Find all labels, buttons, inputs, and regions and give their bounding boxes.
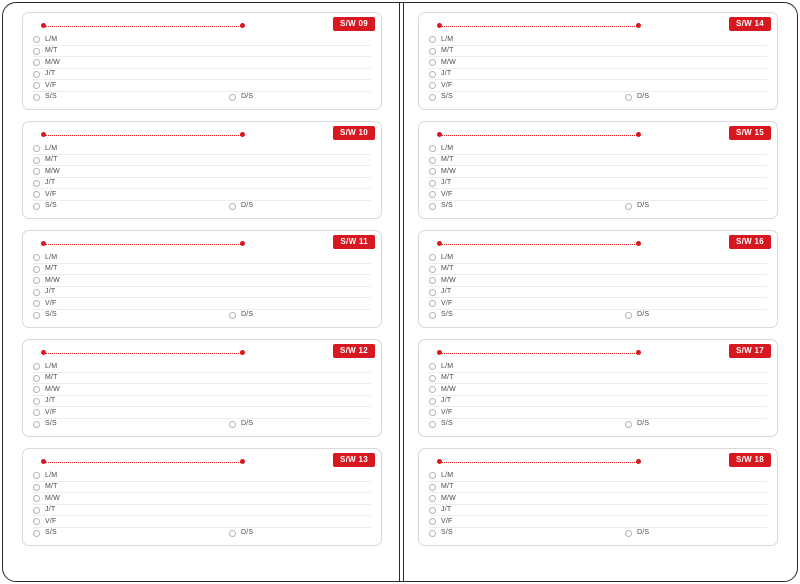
day-checkbox[interactable] bbox=[429, 421, 436, 428]
day-label: M/W bbox=[45, 385, 60, 393]
day-label: L/M bbox=[45, 144, 58, 152]
sunday-group[interactable] bbox=[229, 311, 253, 319]
day-label-sunday: D/S bbox=[241, 420, 254, 428]
day-label: S/S bbox=[441, 529, 453, 537]
day-label: J/T bbox=[441, 288, 452, 296]
day-row-weekend[interactable] bbox=[33, 201, 371, 213]
week-header-line bbox=[429, 131, 767, 140]
day-checkbox[interactable] bbox=[33, 386, 40, 393]
day-rows bbox=[429, 143, 767, 212]
day-checkbox[interactable] bbox=[429, 363, 436, 370]
day-label: M/T bbox=[45, 47, 58, 55]
day-row[interactable] bbox=[429, 396, 767, 408]
day-label: M/T bbox=[45, 374, 58, 382]
day-label-sunday: D/S bbox=[241, 202, 254, 210]
week-header-line bbox=[429, 22, 767, 31]
week-card[interactable] bbox=[22, 230, 382, 328]
day-checkbox-sunday[interactable] bbox=[625, 94, 632, 101]
day-label-sunday: D/S bbox=[241, 529, 254, 537]
day-checkbox-sunday[interactable] bbox=[229, 203, 236, 210]
day-checkbox[interactable] bbox=[33, 375, 40, 382]
dotted-rule bbox=[45, 353, 241, 354]
day-checkbox[interactable] bbox=[33, 421, 40, 428]
dot-marker-right-icon bbox=[240, 459, 245, 464]
day-row[interactable] bbox=[429, 264, 767, 276]
day-label: M/T bbox=[441, 265, 454, 273]
day-checkbox[interactable] bbox=[429, 71, 436, 78]
day-checkbox[interactable] bbox=[33, 495, 40, 502]
day-checkbox-sunday[interactable] bbox=[229, 94, 236, 101]
day-label: S/S bbox=[441, 202, 453, 210]
day-label: M/T bbox=[441, 483, 454, 491]
day-label: J/T bbox=[441, 397, 452, 405]
day-label-sunday: D/S bbox=[637, 311, 650, 319]
day-row[interactable] bbox=[429, 143, 767, 155]
day-checkbox[interactable] bbox=[429, 507, 436, 514]
day-row[interactable] bbox=[429, 46, 767, 58]
day-checkbox[interactable] bbox=[33, 484, 40, 491]
day-checkbox[interactable] bbox=[33, 289, 40, 296]
day-checkbox[interactable] bbox=[33, 266, 40, 273]
day-row[interactable] bbox=[429, 470, 767, 482]
sunday-group[interactable] bbox=[229, 202, 253, 210]
day-checkbox[interactable] bbox=[33, 312, 40, 319]
day-row[interactable] bbox=[33, 361, 371, 373]
day-row[interactable] bbox=[33, 407, 371, 419]
dot-marker-right-icon bbox=[636, 132, 641, 137]
day-checkbox[interactable] bbox=[33, 145, 40, 152]
day-row[interactable] bbox=[429, 34, 767, 46]
day-label: M/W bbox=[45, 494, 60, 502]
day-rows bbox=[429, 34, 767, 103]
day-row[interactable] bbox=[33, 34, 371, 46]
sunday-group[interactable] bbox=[625, 420, 649, 428]
day-label: L/M bbox=[45, 471, 58, 479]
day-row[interactable] bbox=[429, 69, 767, 81]
day-row[interactable] bbox=[429, 373, 767, 385]
day-checkbox[interactable] bbox=[429, 495, 436, 502]
day-label: V/F bbox=[45, 517, 57, 525]
day-label: V/F bbox=[45, 408, 57, 416]
dotted-rule bbox=[441, 26, 637, 27]
day-checkbox[interactable] bbox=[429, 277, 436, 284]
day-label: J/T bbox=[441, 179, 452, 187]
day-label: J/T bbox=[45, 506, 56, 514]
day-checkbox-sunday[interactable] bbox=[625, 530, 632, 537]
day-checkbox[interactable] bbox=[33, 203, 40, 210]
week-header-line bbox=[33, 240, 371, 249]
dot-marker-right-icon bbox=[240, 241, 245, 246]
sunday-group[interactable] bbox=[625, 529, 649, 537]
day-checkbox[interactable] bbox=[429, 375, 436, 382]
day-row[interactable] bbox=[429, 361, 767, 373]
dotted-rule bbox=[45, 26, 241, 27]
day-row[interactable] bbox=[33, 516, 371, 528]
day-row[interactable] bbox=[429, 80, 767, 92]
day-label: L/M bbox=[441, 471, 454, 479]
day-row-weekend[interactable] bbox=[429, 310, 767, 322]
day-row[interactable] bbox=[33, 470, 371, 482]
day-row[interactable] bbox=[33, 396, 371, 408]
week-card[interactable] bbox=[22, 12, 382, 110]
day-row[interactable] bbox=[33, 69, 371, 81]
day-checkbox[interactable] bbox=[429, 191, 436, 198]
day-checkbox[interactable] bbox=[429, 484, 436, 491]
sunday-group[interactable] bbox=[229, 529, 253, 537]
sunday-group[interactable] bbox=[229, 420, 253, 428]
day-label: V/F bbox=[441, 517, 453, 525]
day-checkbox[interactable] bbox=[33, 59, 40, 66]
day-row-weekend[interactable] bbox=[33, 419, 371, 431]
day-checkbox[interactable] bbox=[429, 386, 436, 393]
week-header-line bbox=[33, 131, 371, 140]
day-label: L/M bbox=[45, 362, 58, 370]
day-label: V/F bbox=[441, 299, 453, 307]
day-row[interactable] bbox=[429, 252, 767, 264]
day-row[interactable] bbox=[429, 189, 767, 201]
day-row[interactable] bbox=[429, 482, 767, 494]
day-label-sunday: D/S bbox=[637, 93, 650, 101]
sunday-group[interactable] bbox=[625, 311, 649, 319]
dot-marker-right-icon bbox=[636, 350, 641, 355]
day-row[interactable] bbox=[429, 166, 767, 178]
day-row-weekend[interactable] bbox=[33, 92, 371, 104]
week-number-badge: S/W 17 bbox=[729, 344, 771, 358]
day-label: V/F bbox=[45, 190, 57, 198]
week-header-line bbox=[33, 458, 371, 467]
day-label: M/T bbox=[45, 483, 58, 491]
day-row[interactable] bbox=[429, 407, 767, 419]
week-card[interactable] bbox=[418, 448, 778, 546]
day-label: M/W bbox=[45, 58, 60, 66]
week-card[interactable] bbox=[418, 12, 778, 110]
day-label: V/F bbox=[441, 81, 453, 89]
day-checkbox-sunday[interactable] bbox=[229, 530, 236, 537]
day-label: M/W bbox=[441, 276, 456, 284]
day-checkbox[interactable] bbox=[429, 48, 436, 55]
dotted-rule bbox=[441, 135, 637, 136]
day-label: S/S bbox=[441, 93, 453, 101]
day-row[interactable] bbox=[33, 166, 371, 178]
day-row[interactable] bbox=[429, 298, 767, 310]
day-checkbox[interactable] bbox=[429, 94, 436, 101]
day-row[interactable] bbox=[33, 482, 371, 494]
day-label: L/M bbox=[441, 35, 454, 43]
day-label: S/S bbox=[45, 202, 57, 210]
day-label: L/M bbox=[441, 253, 454, 261]
day-label-sunday: D/S bbox=[637, 420, 650, 428]
day-rows bbox=[33, 470, 371, 539]
day-label: J/T bbox=[45, 288, 56, 296]
day-row[interactable] bbox=[33, 493, 371, 505]
week-card[interactable] bbox=[22, 339, 382, 437]
dot-marker-right-icon bbox=[240, 23, 245, 28]
day-checkbox[interactable] bbox=[429, 409, 436, 416]
day-checkbox[interactable] bbox=[33, 507, 40, 514]
day-checkbox[interactable] bbox=[33, 254, 40, 261]
day-label: J/T bbox=[45, 70, 56, 78]
day-row-weekend[interactable] bbox=[429, 528, 767, 540]
day-rows bbox=[33, 34, 371, 103]
day-checkbox[interactable] bbox=[429, 157, 436, 164]
day-row[interactable] bbox=[33, 57, 371, 69]
week-number-badge: S/W 13 bbox=[333, 453, 375, 467]
week-number-badge: S/W 09 bbox=[333, 17, 375, 31]
dotted-rule bbox=[441, 244, 637, 245]
week-number-badge: S/W 10 bbox=[333, 126, 375, 140]
week-header-line bbox=[33, 349, 371, 358]
week-number-badge: S/W 16 bbox=[729, 235, 771, 249]
day-checkbox[interactable] bbox=[33, 472, 40, 479]
day-checkbox[interactable] bbox=[429, 518, 436, 525]
week-header-line bbox=[429, 458, 767, 467]
day-checkbox[interactable] bbox=[33, 168, 40, 175]
day-label: V/F bbox=[441, 408, 453, 416]
day-row[interactable] bbox=[429, 275, 767, 287]
day-checkbox[interactable] bbox=[33, 191, 40, 198]
day-rows bbox=[33, 361, 371, 430]
day-label-sunday: D/S bbox=[637, 202, 650, 210]
day-checkbox[interactable] bbox=[429, 530, 436, 537]
day-row[interactable] bbox=[33, 287, 371, 299]
day-label: J/T bbox=[441, 506, 452, 514]
day-row[interactable] bbox=[33, 189, 371, 201]
day-rows bbox=[33, 143, 371, 212]
day-label: L/M bbox=[441, 362, 454, 370]
dot-marker-right-icon bbox=[636, 459, 641, 464]
day-label: J/T bbox=[441, 70, 452, 78]
day-label: V/F bbox=[441, 190, 453, 198]
day-checkbox[interactable] bbox=[33, 36, 40, 43]
day-checkbox[interactable] bbox=[429, 145, 436, 152]
day-label: L/M bbox=[45, 35, 58, 43]
day-row[interactable] bbox=[33, 252, 371, 264]
day-row-weekend[interactable] bbox=[33, 528, 371, 540]
week-header-line bbox=[429, 240, 767, 249]
day-label: S/S bbox=[45, 311, 57, 319]
day-checkbox[interactable] bbox=[429, 180, 436, 187]
day-checkbox[interactable] bbox=[33, 180, 40, 187]
day-checkbox[interactable] bbox=[429, 168, 436, 175]
day-checkbox[interactable] bbox=[429, 36, 436, 43]
day-row-weekend[interactable] bbox=[429, 92, 767, 104]
dotted-rule bbox=[441, 353, 637, 354]
day-label: S/S bbox=[45, 420, 57, 428]
week-card[interactable] bbox=[418, 339, 778, 437]
day-checkbox[interactable] bbox=[33, 518, 40, 525]
day-label-sunday: D/S bbox=[637, 529, 650, 537]
day-label: M/W bbox=[441, 494, 456, 502]
day-checkbox[interactable] bbox=[429, 59, 436, 66]
day-checkbox[interactable] bbox=[429, 312, 436, 319]
day-label-sunday: D/S bbox=[241, 311, 254, 319]
week-card[interactable] bbox=[22, 448, 382, 546]
day-checkbox[interactable] bbox=[429, 300, 436, 307]
day-row[interactable] bbox=[33, 178, 371, 190]
day-label: S/S bbox=[45, 93, 57, 101]
day-row[interactable] bbox=[429, 178, 767, 190]
day-rows bbox=[429, 470, 767, 539]
day-row[interactable] bbox=[33, 298, 371, 310]
right-page bbox=[400, 0, 800, 584]
dotted-rule bbox=[45, 462, 241, 463]
day-row[interactable] bbox=[33, 155, 371, 167]
day-label: M/T bbox=[441, 47, 454, 55]
sunday-group[interactable] bbox=[625, 93, 649, 101]
day-row[interactable] bbox=[33, 505, 371, 517]
day-row[interactable] bbox=[429, 505, 767, 517]
week-card[interactable] bbox=[418, 230, 778, 328]
day-row[interactable] bbox=[429, 155, 767, 167]
week-number-badge: S/W 14 bbox=[729, 17, 771, 31]
day-label: J/T bbox=[45, 397, 56, 405]
day-label: M/W bbox=[441, 58, 456, 66]
week-header-line bbox=[429, 349, 767, 358]
day-checkbox[interactable] bbox=[429, 82, 436, 89]
day-checkbox[interactable] bbox=[33, 157, 40, 164]
week-number-badge: S/W 11 bbox=[333, 235, 375, 249]
day-row-weekend[interactable] bbox=[429, 419, 767, 431]
dotted-rule bbox=[45, 244, 241, 245]
day-checkbox-sunday[interactable] bbox=[229, 421, 236, 428]
day-checkbox[interactable] bbox=[33, 82, 40, 89]
day-label: V/F bbox=[45, 299, 57, 307]
day-label: M/T bbox=[441, 374, 454, 382]
day-label: V/F bbox=[45, 81, 57, 89]
day-row[interactable] bbox=[33, 143, 371, 155]
dotted-rule bbox=[441, 462, 637, 463]
day-label: S/S bbox=[441, 420, 453, 428]
dot-marker-right-icon bbox=[240, 132, 245, 137]
day-label: L/M bbox=[441, 144, 454, 152]
day-row[interactable] bbox=[33, 373, 371, 385]
dot-marker-right-icon bbox=[636, 23, 641, 28]
day-checkbox-sunday[interactable] bbox=[625, 312, 632, 319]
day-row[interactable] bbox=[429, 287, 767, 299]
day-checkbox[interactable] bbox=[429, 203, 436, 210]
day-label: M/T bbox=[45, 265, 58, 273]
day-label: M/T bbox=[441, 156, 454, 164]
day-rows bbox=[429, 361, 767, 430]
day-label: S/S bbox=[45, 529, 57, 537]
day-row[interactable] bbox=[429, 516, 767, 528]
day-row[interactable] bbox=[33, 275, 371, 287]
day-label: M/T bbox=[45, 156, 58, 164]
dot-marker-right-icon bbox=[636, 241, 641, 246]
day-label: S/S bbox=[441, 311, 453, 319]
day-checkbox-sunday[interactable] bbox=[625, 203, 632, 210]
week-number-badge: S/W 15 bbox=[729, 126, 771, 140]
day-row[interactable] bbox=[429, 493, 767, 505]
day-label: M/W bbox=[441, 385, 456, 393]
day-checkbox[interactable] bbox=[33, 363, 40, 370]
day-row[interactable] bbox=[429, 384, 767, 396]
day-rows bbox=[33, 252, 371, 321]
day-checkbox[interactable] bbox=[33, 300, 40, 307]
day-row[interactable] bbox=[33, 80, 371, 92]
day-row[interactable] bbox=[33, 264, 371, 276]
day-row[interactable] bbox=[33, 46, 371, 58]
day-label: L/M bbox=[45, 253, 58, 261]
sunday-group[interactable] bbox=[229, 93, 253, 101]
day-checkbox[interactable] bbox=[33, 94, 40, 101]
day-checkbox[interactable] bbox=[429, 266, 436, 273]
day-checkbox[interactable] bbox=[33, 409, 40, 416]
week-card[interactable] bbox=[22, 121, 382, 219]
day-label: M/W bbox=[45, 276, 60, 284]
day-checkbox[interactable] bbox=[33, 530, 40, 537]
dot-marker-right-icon bbox=[240, 350, 245, 355]
week-header-line bbox=[33, 22, 371, 31]
sunday-group[interactable] bbox=[625, 202, 649, 210]
day-checkbox-sunday[interactable] bbox=[625, 421, 632, 428]
dotted-rule bbox=[45, 135, 241, 136]
day-checkbox[interactable] bbox=[33, 48, 40, 55]
day-row-weekend[interactable] bbox=[33, 310, 371, 322]
day-label: M/W bbox=[45, 167, 60, 175]
day-checkbox[interactable] bbox=[429, 254, 436, 261]
day-checkbox[interactable] bbox=[429, 398, 436, 405]
day-checkbox[interactable] bbox=[429, 472, 436, 479]
day-label-sunday: D/S bbox=[241, 93, 254, 101]
day-row-weekend[interactable] bbox=[429, 201, 767, 213]
day-row[interactable] bbox=[429, 57, 767, 69]
day-checkbox-sunday[interactable] bbox=[229, 312, 236, 319]
day-row[interactable] bbox=[33, 384, 371, 396]
day-label: M/W bbox=[441, 167, 456, 175]
day-checkbox[interactable] bbox=[33, 71, 40, 78]
day-checkbox[interactable] bbox=[33, 277, 40, 284]
week-number-badge: S/W 12 bbox=[333, 344, 375, 358]
day-rows bbox=[429, 252, 767, 321]
week-card[interactable] bbox=[418, 121, 778, 219]
day-label: J/T bbox=[45, 179, 56, 187]
day-checkbox[interactable] bbox=[429, 289, 436, 296]
day-checkbox[interactable] bbox=[33, 398, 40, 405]
week-number-badge: S/W 18 bbox=[729, 453, 771, 467]
